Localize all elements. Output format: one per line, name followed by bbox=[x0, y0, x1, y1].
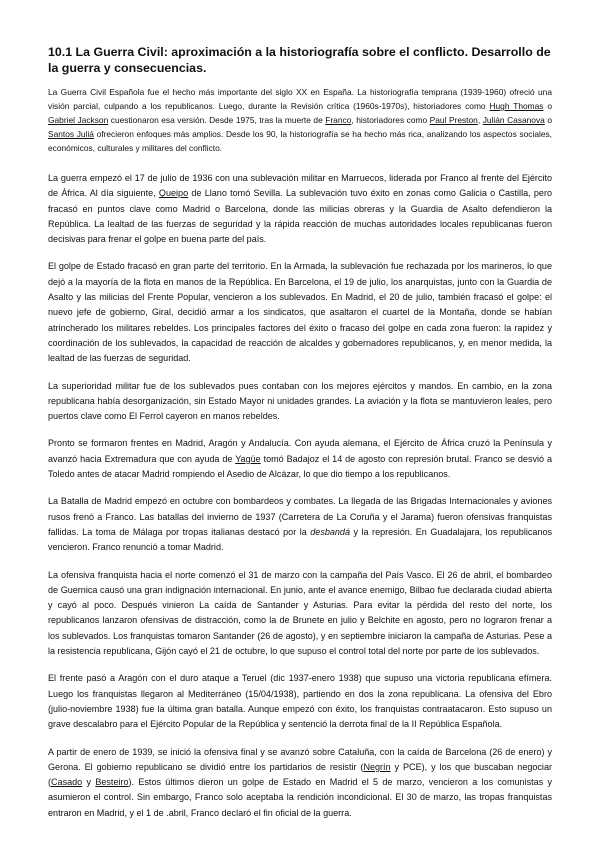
link-santos-julia[interactable]: Santos Juliá bbox=[48, 129, 94, 139]
paragraph-historiography bbox=[48, 85, 552, 155]
paragraph-failed-coup: El golpe de Estado fracasó en gran parte del territorio. En la Armada, la sublevación fue rechazada por los marineros, lo que dejó a la mayoría de la flota en manos de la República. En Barcelona, el 19 de julio, los anarquistas, junto con la Guardia de Asalto y las milicias del Frente Popular, vencieron a los sublevados. En Madrid, el 20 de julio, también fracasó el golpe: el nuevo jefe de gobierno, Giral, decidió armar a los sindicatos, que asaltaron el cuartel de la Montaña, donde se habían atrincherado los militares rebeldes. Los principales factores del éxito o fracaso del golpe en cada zona fueron: la rapidez y coordinación de los sublevados, la capacidad de reacción de alcaldes y gobernadores republicanos, y, en menor medida, la lealtad de las fuerzas de seguridad. bbox=[48, 261, 552, 364]
link-gabriel-jackson[interactable]: Gabriel Jackson bbox=[48, 115, 109, 125]
link-franco[interactable]: Franco bbox=[325, 115, 352, 125]
link-negrin[interactable]: Negrín bbox=[363, 761, 391, 772]
italic-term: desbandá bbox=[310, 526, 350, 537]
page-title: 10.1 La Guerra Civil: aproximación a la historiografía sobre el conflicto. Desarrollo de la guerra y consecuencias. bbox=[48, 45, 551, 75]
paragraph-start-of-war bbox=[48, 171, 552, 247]
paragraph-end-of-war bbox=[48, 745, 552, 821]
text-segment: y la represión. En Guadalajara, los republicanos vencieron. Franco renunció a tomar Madrid. bbox=[48, 526, 552, 553]
link-paul-preston[interactable]: Paul Preston bbox=[429, 115, 478, 125]
text-segment: tomó Badajoz el 14 de agosto con represión brutal. Franco se desvió a Toledo antes de atacar Madrid rompiendo el Asedio de Alcázar, lo que dio tiempo a los republicanos. bbox=[48, 453, 552, 480]
link-casado[interactable]: Casado bbox=[51, 777, 83, 788]
text-segment: La Guerra Civil Española fue el hecho más importante del siglo XX en España. La historiografía temprana (1939-1960) ofreció una visión parcial, culpando a los republicanos. Luego, durante la Revisión crítica (1960s-1970s), historiadores como bbox=[48, 87, 552, 111]
link-besteiro[interactable]: Besteiro bbox=[95, 777, 129, 788]
text-segment: y bbox=[82, 777, 96, 788]
text-segment: o bbox=[543, 101, 552, 111]
text-segment: ofrecieron enfoques más amplios. Desde los 90, la historiografía se ha hecho más rica, analizando los aspectos sociales, económicos, culturales y militares del conflicto. bbox=[48, 129, 553, 153]
text-segment: A partir de enero de 1939, se inició la ofensiva final y se avanzó sobre Cataluña, con la caída de Barcelona (26 de enero) y Gerona. El gobierno republicano se dividió entre los partidarios de resistir ( bbox=[48, 746, 552, 772]
text-segment: La guerra empezó el 17 de julio de 1936 con una sublevación militar en Marruecos, liderada por Franco al frente del Ejército de África. Al día siguiente, bbox=[48, 173, 552, 199]
link-hugh-thomas[interactable]: Hugh Thomas bbox=[489, 101, 544, 111]
text-segment: cuestionaron esa versión. Desde 1975, tras la muerte de bbox=[108, 115, 326, 125]
link-yague[interactable]: Yagüe bbox=[235, 453, 261, 464]
text-segment: y PCE), y los que buscaban negociar ( bbox=[48, 761, 552, 788]
paragraph-aragon-ebro: El frente pasó a Aragón con el duro ataque a Teruel (dic 1937-enero 1938) que supuso una victoria republicana efímera. Luego los franquistas llegaron al Mediterráneo (15/04/1938), partiendo en dos la zona republicana. La ofensiva del Ebro (julio-noviembre 1938) fue la última gran batalla. Aunque empezó con éxito, los franquistas contraatacaron. Esto supuso un grave descalabro para el Ejército Popular de la República y sentenció la derrota final de la II República Española. bbox=[48, 673, 552, 730]
text-segment: La Batalla de Madrid empezó en octubre con bombardeos y combates. La llegada de las Brigadas Internacionales y aviones rusos frenó a Franco. Las batallas del invierno de 1937 (Carretera de La Coruña y el Jarama) fueron ofensivas franquistas fallidas. La toma de Málaga por tropas italianas destacó por la bbox=[48, 496, 552, 537]
paragraph-battle-of-madrid bbox=[48, 494, 552, 555]
text-segment: Pronto se formaron frentes en Madrid, Aragón y Andalucía. Con ayuda alemana, el Ejército de África cruzó la Península y avanzó hacia Extremadura que con ayuda de bbox=[48, 438, 552, 464]
link-julian-casanova[interactable]: Julián Casanova bbox=[482, 115, 545, 125]
link-queipo[interactable]: Queipo bbox=[158, 188, 189, 199]
text-segment: o bbox=[544, 115, 552, 125]
text-segment: ). Estos últimos dieron un golpe de Estado en Madrid el 5 de marzo, vencieron a los comunistas y asumieron el control. Sin embargo, Franco solo aceptaba la rendición incondicional. El 30 de marzo, las tropas franquistas entraron en Madrid, y el 1 de .abril, Franco declaró el fin oficial de la guerra. bbox=[48, 777, 552, 818]
text-segment: , bbox=[477, 115, 483, 125]
paragraph-northern-offensive: La ofensiva franquista hacia el norte comenzó el 31 de marzo con la campaña del País Vasco. El 26 de abril, el bombardeo de Guernica causó una gran indignación internacional. En junio, ante el avance enemigo, Bilbao fue declarada ciudad abierta y cayó al poco. Después vinieron La caída de Santander y Asturias. Para evitar la pérdida del resto del norte, los republicanos lanzaron ofensivas de distracción, como la de Brunete en julio y Belchite en agosto, pero no lograron frenar a los sublevados. Los franquistas tomaron Santander (26 de agosto), y en septiembre iniciaron la campaña de Asturias. Pese a la resistencia republicana, Gijón cayó el 21 de octubre, lo que supuso el control total del norte por parte de los sublevados. bbox=[48, 569, 552, 657]
paragraph-military-superiority: La superioridad militar fue de los sublevados pues contaban con los mejores ejércitos y mandos. En cambio, en la zona republicana había desorganización, sin Estado Mayor ni unidades grandes. La aviación y la flota se mantuvieron leales, pero puertos clave como El Ferrol cayeron en manos rebeldes. bbox=[48, 380, 552, 422]
text-segment: de Llano tomó Sevilla. La sublevación tuvo éxito en zonas como Galicia o Castilla, pero fracasó en puntos clave como Madrid o Barcelona, donde las milicias obreras y la Guardia de Asalto defendieron la República. La lealtad de las fuerzas de seguridad y la rápida reacción de muchas autoridades locales republicanas fueron decisivas para frenar el golpe en buena parte del país. bbox=[48, 188, 553, 245]
text-segment: , historiadores como bbox=[351, 115, 430, 125]
paragraph-fronts bbox=[48, 436, 552, 482]
